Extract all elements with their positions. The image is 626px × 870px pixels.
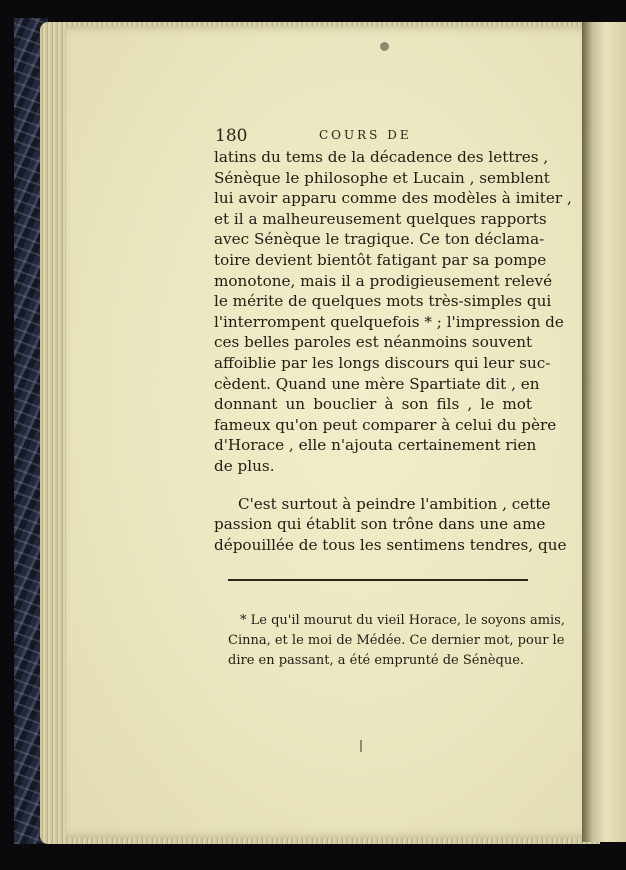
text-line: fameux qu'on peut comparer à celui du père [214,415,557,434]
text-line: le mérite de quelques mots très-simples qui [214,292,552,311]
text-line: l'interrompent quelquefois * ; l'impression de [214,312,564,331]
text-line: cèdent. Quand une mère Spartiate dit , en [214,374,540,393]
page-number: 180 [215,126,248,146]
footnote-separator [228,579,528,581]
body-text [214,147,572,555]
text-line: toire devient bientôt fatigant par sa pompe [214,250,547,269]
text-line: avec Sénèque le tragique. Ce ton déclama- [214,230,545,249]
footnote-line: dire en passant, a été emprunté de Sénèque. [228,653,525,668]
text-line: C'est surtout à peindre l'ambition , cette [238,494,551,513]
page-header [215,126,535,148]
foxing-spot [380,42,389,51]
text-line: monotone, mais il a prodigieusement relevé [214,271,553,290]
footnote [228,611,565,671]
text-line: d'Horace , elle n'ajouta certainement rien [214,436,537,455]
footnote-line: * Le qu'il mourut du vieil Horace, le soyons amis, [240,613,565,628]
text-line: et il a malheureusement quelques rapports [214,209,547,228]
running-title: COURS DE [319,128,412,142]
text-line: affoiblie par les longs discours qui leur suc- [214,353,551,372]
footnote-line: Cinna, et le moi de Médée. Ce dernier mot, pour le [228,633,565,648]
facing-page-gutter [582,22,626,842]
text-line: dépouillée de tous les sentimens tendres, que [214,535,567,554]
text-line: passion qui établit son trône dans une ame [214,515,546,534]
ink-mark [360,740,362,752]
text-line: ces belles paroles est néanmoins souvent [214,333,533,352]
text-line: Sénèque le philosophe et Lucain , semblent [214,168,550,187]
text-line: de plus. [214,456,275,475]
text-line: donnant un bouclier à son fils , le mot [214,395,532,414]
text-line: latins du tems de la décadence des lettres , [214,148,549,166]
text-line: lui avoir apparu comme des modèles à imiter , [214,189,572,208]
